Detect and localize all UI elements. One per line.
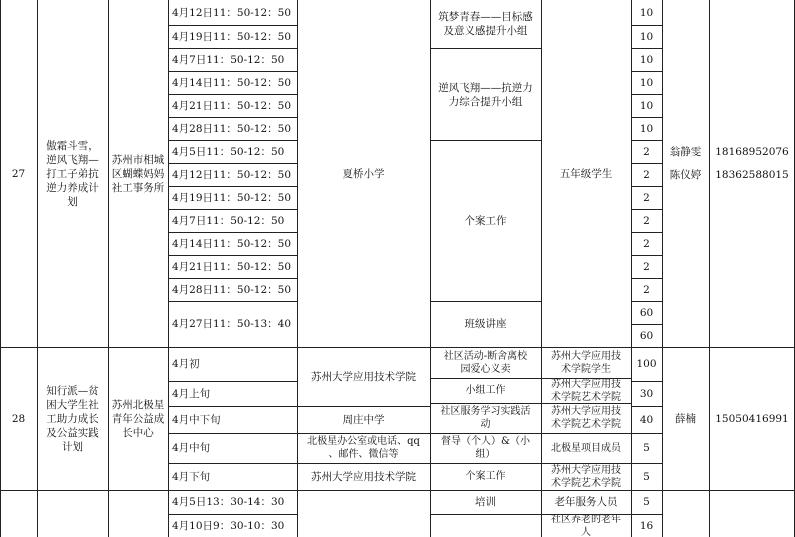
activity-name: 小组工作	[465, 385, 506, 396]
session-date: 4月下旬	[172, 470, 211, 483]
target-group: 苏州大学应用技 术学院艺术学院	[551, 378, 621, 403]
participant-count: 2	[643, 261, 650, 273]
session-date: 4月7日11：50-12：50	[172, 215, 285, 227]
target-group: 苏州大学应用技 术学院学生	[551, 350, 621, 375]
participant-count: 5	[643, 470, 650, 483]
grid-line	[631, 140, 662, 141]
contact-phone: 18362588015	[715, 169, 789, 181]
target-group: 苏州大学应用技 术学院艺术学院	[551, 406, 621, 430]
participant-count: 5	[643, 496, 650, 508]
target-group: 五年级学生	[559, 167, 613, 180]
grid-line	[631, 301, 662, 302]
session-date: 4月19日11：50-12：50	[172, 192, 292, 204]
grid-line	[168, 71, 297, 72]
participant-count: 2	[643, 169, 650, 181]
contact-person: 薛楠	[675, 412, 696, 425]
activity-name: 个案工作	[465, 471, 506, 482]
participant-count: 60	[639, 307, 654, 319]
participant-count: 2	[643, 146, 650, 158]
session-date: 4月12日11：50-12：50	[172, 6, 292, 19]
grid-line	[430, 48, 541, 49]
activity-name: 个案工作	[464, 215, 507, 227]
activity-name: 社区活动-断舍离校 园爱心义卖	[443, 350, 528, 375]
grid-line	[37, 0, 38, 537]
session-date: 4月14日11：50-12：50	[172, 77, 292, 89]
session-date: 4月14日11：50-12：50	[172, 238, 292, 250]
row-number: 27	[11, 167, 26, 180]
session-date: 4月28日11：50-12：50	[172, 284, 292, 296]
row-number: 28	[11, 412, 26, 425]
participant-count: 60	[639, 329, 654, 342]
grid-line	[631, 381, 662, 382]
venue: 苏州大学应用技术学院	[311, 470, 416, 483]
participant-count: 10	[639, 31, 654, 43]
session-date: 4月19日11：50-12：50	[172, 31, 292, 43]
target-group: 老年服务人员	[554, 496, 618, 508]
grid-line	[631, 48, 662, 49]
session-date: 4月初	[172, 358, 200, 370]
session-date: 4月28日11：50-12：50	[172, 123, 292, 135]
organization: 苏州市相城 区蝴蝶妈妈 社工事务所	[111, 153, 165, 194]
grid-line	[430, 403, 541, 404]
venue: 北极星办公室或电话、qq 、邮件、微信等	[307, 436, 420, 460]
grid-line	[430, 433, 541, 434]
contact-phone: 15050416991	[715, 412, 789, 425]
target-group: 北极星项目成员	[551, 442, 621, 454]
grid-line	[168, 140, 297, 141]
grid-line	[168, 433, 297, 434]
grid-line	[0, 347, 795, 348]
grid-line	[168, 117, 297, 118]
grid-line	[168, 255, 297, 256]
participant-count: 100	[636, 358, 657, 370]
grid-line	[631, 514, 662, 515]
grid-line	[709, 0, 710, 537]
grid-line	[0, 490, 795, 491]
grid-line	[541, 514, 631, 515]
participant-count: 5	[643, 442, 650, 454]
activity-name: 逆风飞翔——抗逆力 力综合提升小组	[438, 81, 533, 108]
grid-line	[631, 25, 662, 26]
session-date: 4月10日9：30-10：30	[172, 519, 285, 532]
participant-count: 16	[639, 519, 654, 532]
contact-person: 陈仪婷	[669, 169, 702, 181]
activity-name: 督导（个人）&（小 组）	[441, 436, 530, 460]
grid-line	[631, 406, 662, 407]
grid-line	[631, 209, 662, 210]
grid-line	[168, 0, 169, 537]
target-group: 社区养老的老年 人	[551, 514, 621, 537]
project-name: 知行派—贫 困大学生社 工助力成长 及公益实践 计划	[46, 384, 99, 453]
grid-line	[297, 406, 430, 407]
grid-line	[631, 94, 662, 95]
grid-line	[430, 378, 541, 379]
activity-name: 社区服务学习实践活 动	[440, 406, 531, 430]
grid-line	[631, 186, 662, 187]
grid-line	[168, 48, 297, 49]
grid-line	[541, 403, 631, 404]
session-date: 4月5日11：50-12：50	[172, 146, 285, 158]
activity-name: 班级讲座	[464, 318, 507, 331]
grid-line	[297, 433, 430, 434]
grid-line	[430, 0, 431, 537]
grid-line	[297, 463, 430, 464]
grid-line	[168, 381, 297, 382]
grid-line	[168, 94, 297, 95]
grid-line	[168, 514, 297, 515]
grid-line	[631, 163, 662, 164]
participant-count: 10	[639, 123, 654, 135]
grid-line	[168, 209, 297, 210]
grid-line	[0, 0, 1, 537]
grid-line	[168, 186, 297, 187]
contact-phone: 18168952076	[715, 146, 789, 158]
session-date: 4月中旬	[172, 442, 211, 454]
participant-count: 10	[639, 54, 654, 66]
grid-line	[631, 278, 662, 279]
venue: 苏州大学应用技术学院	[311, 370, 416, 383]
participant-count: 10	[639, 100, 654, 112]
participant-count: 10	[639, 77, 654, 89]
participant-count: 2	[643, 238, 650, 250]
grid-line	[168, 25, 297, 26]
grid-line	[108, 0, 109, 537]
activity-name: 培训	[475, 496, 496, 508]
grid-line	[631, 347, 662, 348]
grid-line	[631, 433, 662, 434]
session-date: 4月中下旬	[172, 413, 221, 426]
participant-count: 30	[639, 387, 654, 400]
grid-line	[430, 301, 541, 302]
project-name: 傲霜斗雪， 逆风飞翔— 打工子弟抗 逆力养成计 划	[46, 139, 99, 208]
session-date: 4月27日11：50-13：40	[172, 318, 292, 331]
grid-line	[541, 0, 542, 537]
participant-count: 2	[643, 215, 650, 227]
grid-line	[631, 232, 662, 233]
grid-line	[430, 514, 541, 515]
grid-line	[541, 378, 631, 379]
venue: 夏桥小学	[342, 167, 385, 180]
target-group: 苏州大学应用技 术学院艺术学院	[551, 464, 621, 489]
grid-line	[631, 117, 662, 118]
grid-line	[631, 71, 662, 72]
grid-line	[168, 278, 297, 279]
participant-count: 2	[643, 284, 650, 296]
grid-line	[430, 140, 541, 141]
grid-line	[541, 433, 631, 434]
grid-line	[168, 163, 297, 164]
session-date: 4月5日13：30-14：30	[172, 496, 285, 508]
grid-line	[662, 0, 663, 537]
session-date: 4月上旬	[172, 387, 211, 400]
participant-count: 10	[639, 6, 654, 19]
grid-line	[430, 463, 541, 464]
session-date: 4月21日11：50-12：50	[172, 261, 292, 273]
venue: 周庄中学	[342, 413, 385, 426]
participant-count: 40	[639, 413, 654, 426]
grid-line	[541, 463, 631, 464]
grid-line	[168, 406, 297, 407]
grid-line	[631, 0, 632, 537]
session-date: 4月12日11：50-12：50	[172, 169, 292, 181]
grid-line	[297, 0, 298, 537]
grid-line	[631, 463, 662, 464]
grid-line	[168, 301, 297, 302]
grid-line	[168, 463, 297, 464]
session-date: 4月7日11：50-12：50	[172, 54, 285, 66]
activity-name: 筑梦青春——目标感 及意义感提升小组	[438, 11, 533, 38]
grid-line	[168, 232, 297, 233]
grid-line	[631, 255, 662, 256]
organization: 苏州北极星 青年公益成 长中心	[111, 398, 165, 439]
contact-person: 翁静雯	[669, 146, 702, 158]
grid-line	[631, 324, 662, 325]
session-date: 4月21日11：50-12：50	[172, 100, 292, 112]
participant-count: 2	[643, 192, 650, 204]
